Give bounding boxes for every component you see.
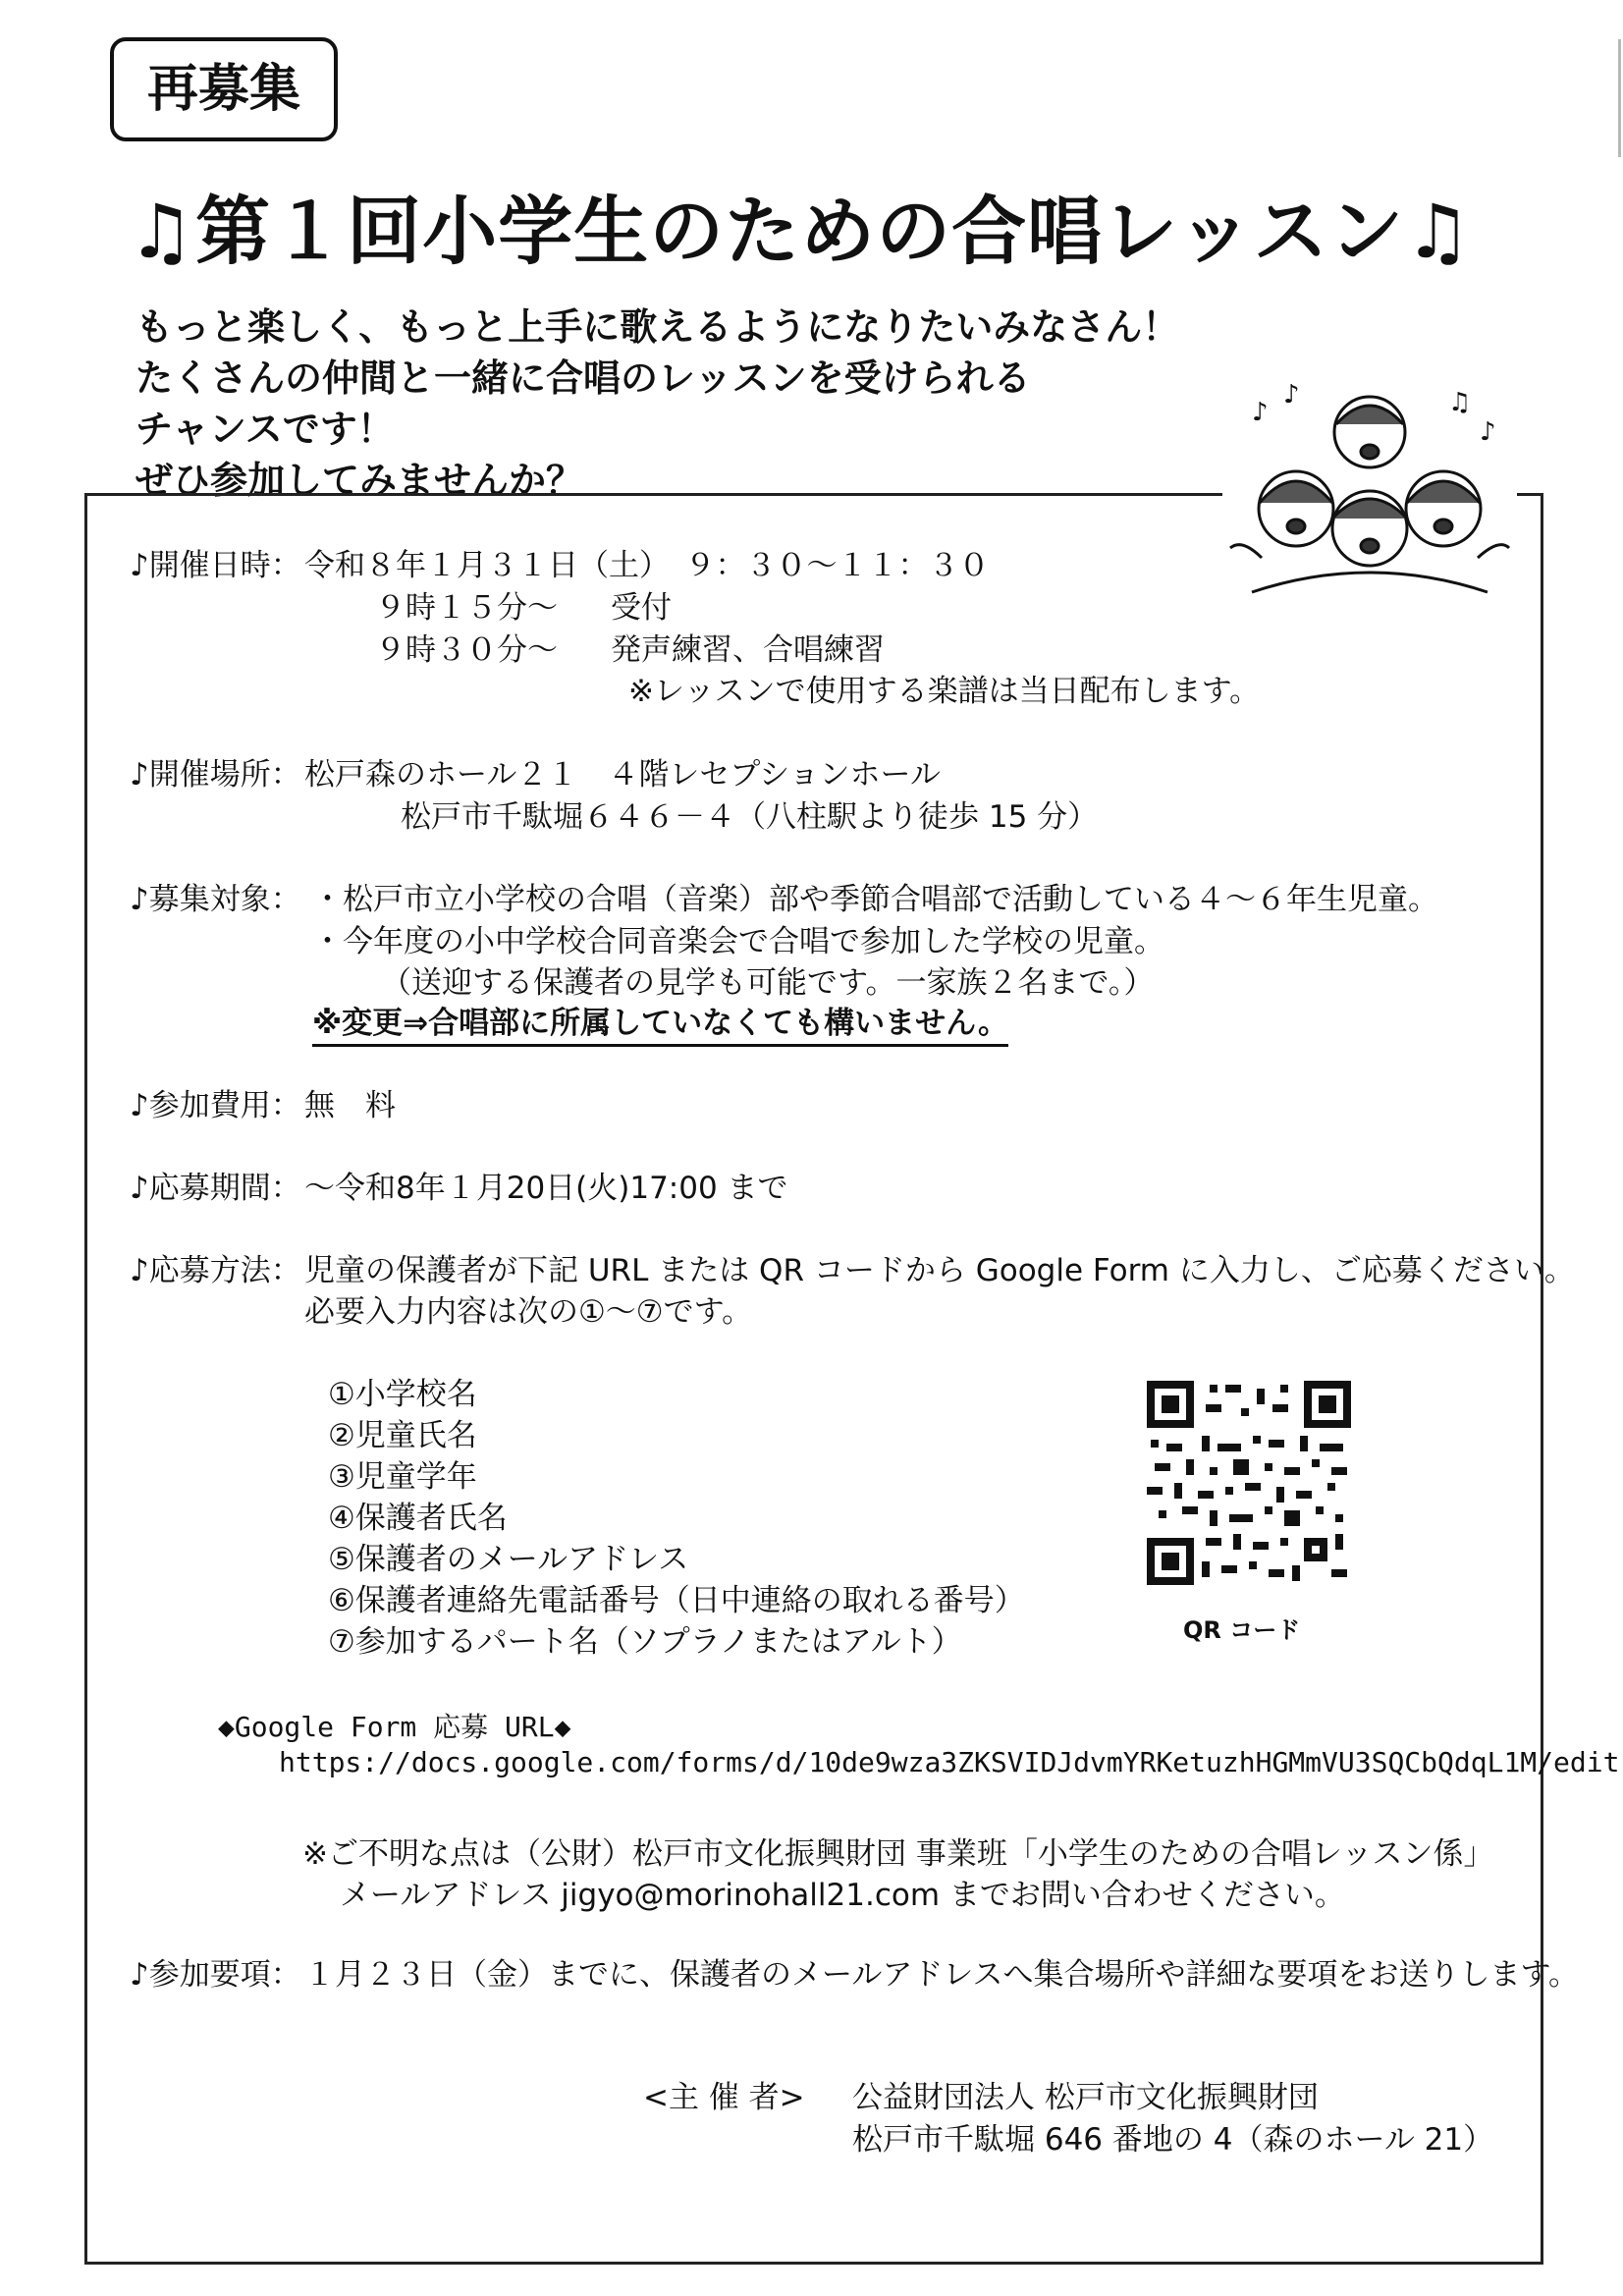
target-line-1: ・松戸市立小学校の合唱（音楽）部や季節合唱部で活動している４～６年生児童。	[312, 882, 1438, 917]
venue-name: 松戸森のホール２１ ４階レセプションホール	[304, 757, 941, 793]
organizer-name: 公益財団法人 松戸市文化振興財団	[852, 2080, 1319, 2115]
schedule-value: 令和８年１月３１日（土） ９：３０～１１：３０	[304, 548, 990, 583]
period-value: ～令和8年１月20日(火)17:00 まで	[304, 1171, 788, 1206]
singing-children-illustration	[1222, 381, 1517, 607]
schedule-note: ※レッスンで使用する楽譜は当日配布します。	[628, 674, 1261, 709]
required-item-4: ④保護者氏名	[328, 1501, 508, 1536]
intro-line-1: もっと楽しく、もっと上手に歌えるようになりたいみなさん！	[135, 305, 1180, 349]
method-label: ♪応募方法：	[130, 1253, 301, 1288]
inquiry-line-1: ※ご不明な点は（公財）松戸市文化振興財団 事業班「小学生のための合唱レッスン係」	[302, 1836, 1494, 1872]
period-label: ♪応募期間：	[130, 1171, 301, 1206]
organizer-address: 松戸市千駄堀 646 番地の 4（森のホール 21）	[852, 2122, 1494, 2158]
required-item-1: ①小学校名	[328, 1377, 477, 1412]
svg-text:♪: ♪	[1480, 417, 1496, 447]
required-item-6: ⑥保護者連絡先電話番号（日中連絡の取れる番号）	[328, 1583, 1025, 1618]
fee-label: ♪参加費用：	[130, 1088, 301, 1123]
target-change-note: ※変更⇒合唱部に所属していなくても構いません。	[312, 998, 1008, 1047]
qr-code[interactable]	[1147, 1381, 1351, 1585]
details-value: １月２３日（金）までに、保護者のメールアドレスへ集合場所や詳細な要項をお送りします。	[304, 1957, 1579, 1993]
schedule-reception-desc: 受付	[611, 590, 672, 626]
method-line-1: 児童の保護者が下記 URL または QR コードから Google Form に入力し、ご応募ください。	[304, 1253, 1575, 1288]
inquiry-line-2: メールアドレス jigyo@morinohall21.com までお問い合わせください。	[340, 1878, 1345, 1913]
required-item-3: ③児童学年	[328, 1459, 477, 1495]
schedule-practice-time: ９時３０分～	[375, 632, 558, 668]
venue-label: ♪開催場所：	[130, 757, 301, 793]
required-item-7: ⑦参加するパート名（ソプラノまたはアルト）	[328, 1624, 962, 1660]
target-label: ♪募集対象：	[130, 882, 301, 917]
svg-text:♫: ♫	[1448, 388, 1472, 417]
intro-line-4: ぜひ参加してみませんか？	[135, 459, 584, 502]
schedule-practice-desc: 発声練習、合唱練習	[611, 632, 885, 668]
svg-text:♪: ♪	[1283, 381, 1300, 410]
re-recruitment-badge: 再募集	[110, 37, 338, 141]
schedule-label: ♪開催日時：	[130, 548, 301, 583]
fee-value: 無 料	[304, 1088, 396, 1123]
svg-text:♪: ♪	[1252, 398, 1269, 427]
schedule-reception-time: ９時１５分～	[375, 590, 558, 626]
details-label: ♪参加要項：	[130, 1957, 301, 1993]
required-item-5: ⑤保護者のメールアドレス	[328, 1542, 689, 1577]
intro-line-2: たくさんの仲間と一緒に合唱のレッスンを受けられる	[135, 356, 1031, 400]
form-url-heading: ◆Google Form 応募 URL◆	[218, 1711, 571, 1743]
intro-line-3: チャンスです！	[135, 408, 395, 451]
method-line-2: 必要入力内容は次の①～⑦です。	[304, 1294, 753, 1330]
required-item-2: ②児童氏名	[328, 1418, 477, 1453]
page-title: ♫第１回小学生のための合唱レッスン♫	[128, 188, 1473, 275]
organizer-label: <主 催 者>	[643, 2080, 805, 2115]
target-line-3: （送迎する保護者の見学も可能です。一家族２名まで。）	[381, 965, 1155, 1001]
qr-code-label: QR コード	[1183, 1616, 1301, 1644]
scan-edge-mark	[1589, 39, 1621, 157]
form-url-link[interactable]: https://docs.google.com/forms/d/10de9wza3ZKSVIDJdvmYRKetuzhHGMmVU3SQCbQdqL1M/edit	[279, 1746, 1620, 1778]
venue-address: 松戸市千駄堀６４６－４（八柱駅より徒歩 15 分）	[401, 799, 1099, 835]
target-line-2: ・今年度の小中学校合同音楽会で合唱で参加した学校の児童。	[312, 924, 1164, 959]
